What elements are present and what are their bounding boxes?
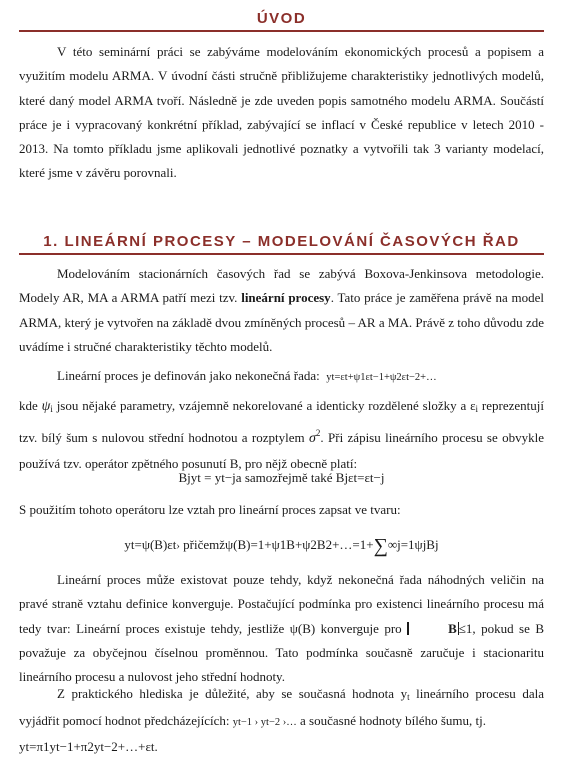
yt-subscript: t	[407, 692, 410, 702]
p3-text-d: . Při zápisu lineárního procesu se obvykle používá tzv. operátor zpětného posunutí B, pro nějž obecně platí:	[19, 430, 544, 471]
chapter1-paragraph-1	[19, 262, 544, 359]
p3-text-b: jsou nějaké parametry, vzájemně nekorelované a identicky rozdělené složky a ε	[52, 398, 476, 413]
psi-subscript: i	[50, 404, 53, 414]
formula2-part-c: ψ(B)=1+ψ1B+ψ2B2+…=1+	[225, 537, 374, 552]
operator-formula: yt=ψ(B)εt› přičemžψ(B)=1+ψ1B+ψ2B2+…=1+∑∞j=1ψjBj	[124, 535, 439, 557]
abs-value-b: B	[407, 622, 459, 635]
intro-paragraph: V této seminární práci se zabýváme modelováním ekonomických procesů a popisem a využitím modelu ARMA. V úvodní části stručně přibližujeme charakteristiky jednotlivých modelů, které daný model ARMA tvoří. Následně je zde uveden popis samotného modelu ARMA. Součástí práce je i vypracovaný konkrétní příklad, zabývající se inflací v České republice v letech 2010 - 2013. Na tomto příkladu jsme aplikovali jednotlivé poznatky a vytvořili tak 3 varianty modelací, které jsme v závěru porovnali.	[19, 44, 544, 181]
psi-symbol: ψ	[41, 399, 51, 414]
backshift-formula: Bjyt = yt−ja samozřejmě také Bjεt=εt−j	[178, 470, 385, 485]
chapter1-paragraph-4: S použitím tohoto operátoru lze vztah pro lineární proces zapsat ve tvaru:	[19, 502, 401, 517]
p6-text-c: a současné hodnoty bílého šumu, tj.	[296, 713, 486, 729]
p5-text-a: Lineární proces může existovat pouze tehdy, když nekonečná řada náhodných veličin na pravé straně vztahu definice konverguje. Postačující podmínka pro existenci lineárního procesu má tedy tvar: Lineární proces existuje tehdy, jestliže ψ(B) konverguje pro	[19, 572, 544, 636]
sigma-symbol: σ	[309, 431, 316, 447]
intro-heading: ÚVOD	[19, 10, 544, 32]
formula2-part-b: přičemž	[183, 537, 225, 552]
chapter1-paragraph-3	[19, 394, 544, 476]
p1-text-b: . Tato práce je zaměřena právě na model ARMA, který je vytvořen na základě dvou zmíněných procesů – AR a MA. Právě z toho důvodu zde uvádíme i stručné charakteristiky těchto modelů.	[19, 290, 545, 354]
sum-symbol: ∑	[373, 535, 388, 557]
p2-text: Lineární proces je definován jako nekonečná řada:	[57, 368, 320, 383]
chapter1-paragraph-5	[19, 568, 544, 689]
sigma-superscript: 2	[315, 428, 321, 439]
p1-text-a: Modelováním stacionárních časových řad se zabývá Boxova-Jenkinsova metodologie. Modely AR, MA a ARMA patří mezi tzv.	[19, 266, 544, 306]
linear-process-formula: yt=εt+ψ1εt−1+ψ2εt−2+…	[326, 372, 437, 383]
p3-text-c: reprezentují tzv. bílý šum s nulovou střední hodnotou a rozptylem	[19, 398, 544, 446]
formula2-part-d: ∞j=1ψjBj	[387, 537, 439, 552]
previous-values: yt−1 › yt−2 ›…	[232, 717, 297, 729]
formula2-part-a: yt=ψ(B)εt	[124, 537, 177, 552]
inverse-formula: yt=π1yt−1+π2yt−2+…+εt.	[19, 739, 158, 754]
chapter1-paragraph-2	[19, 364, 544, 390]
p3-text-a: kde	[19, 398, 42, 413]
p6-text-a: Z praktického hlediska je důležité, aby se současná hodnota y	[57, 686, 408, 701]
p5-text-b: ≤1, pokud se B považuje za obyčejnou číselnou proměnnou. Tato podmínka současně zaručuje i stacionaritu lineárního procesu a nulovost jeho střední hodnoty.	[19, 620, 544, 685]
p1-bold-term: lineární procesy	[241, 290, 331, 306]
p6-text-b: lineárního procesu dala vyjádřit pomocí hodnot předcházejících:	[19, 686, 544, 729]
eps-subscript: i	[475, 404, 479, 414]
chapter1-heading: 1. LINEÁRNÍ PROCESY – MODELOVÁNÍ ČASOVÝCH ŘAD	[19, 233, 544, 255]
chapter1-paragraph-6	[19, 682, 544, 736]
